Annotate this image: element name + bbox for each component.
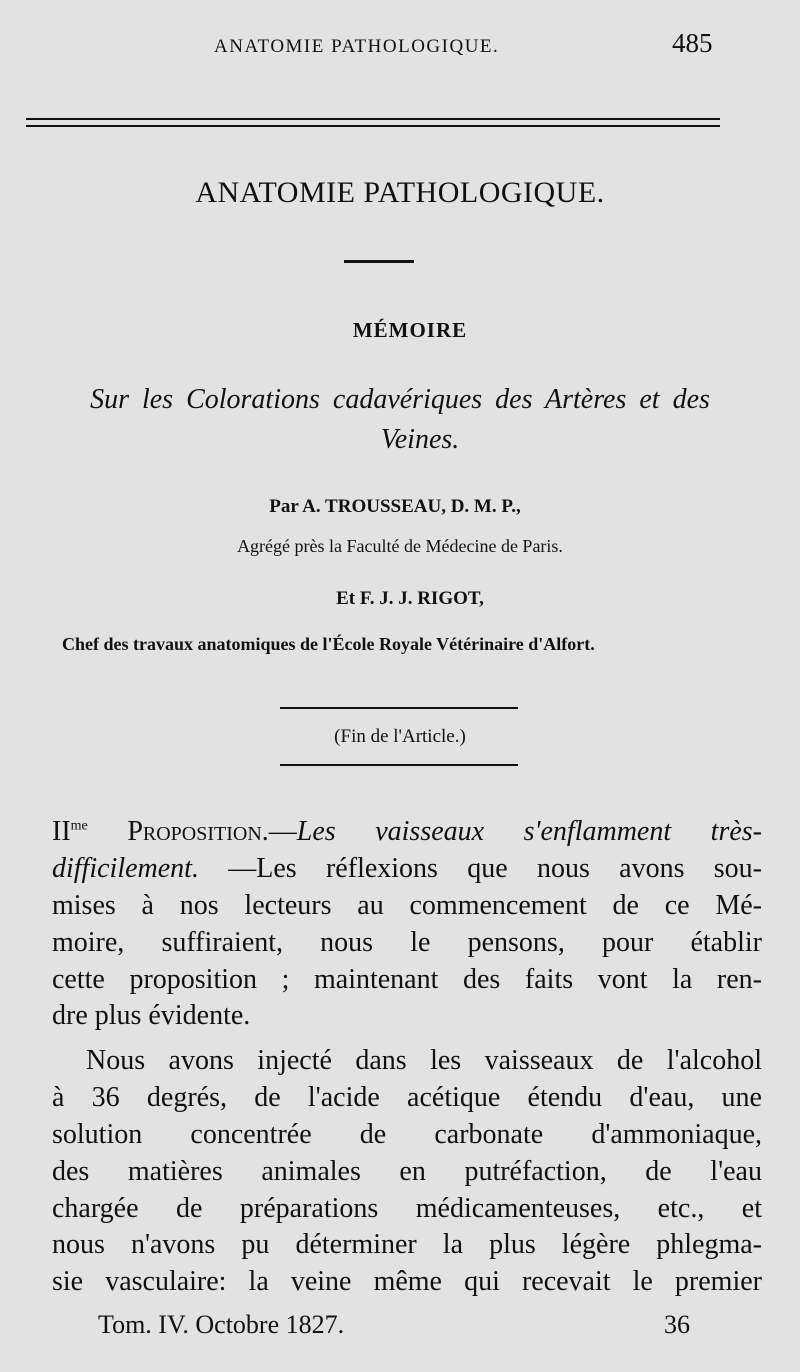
proposition-italic-b: difficilement.	[52, 852, 199, 884]
author-line-2: Agrégé près la Faculté de Médecine de Paris.	[237, 536, 563, 556]
paragraph-1	[52, 814, 762, 1035]
paragraph-1-line-3: mises à nos lecteurs au commencement de ce Mé-	[52, 889, 762, 921]
paragraph-2-line-1: Nous avons injecté dans les vaisseaux de l'alcohol	[86, 1045, 762, 1076]
section-title: ANATOMIE PATHOLOGIQUE.	[195, 176, 605, 209]
paragraph-1-line-6: dre plus évidente.	[52, 1000, 251, 1032]
end-note: (Fin de l'Article.)	[334, 726, 466, 747]
memoire-subtitle-line-2: Veines.	[380, 424, 460, 455]
short-rule-divider	[344, 260, 414, 263]
author-line-3: Et F. J. J. RIGOT,	[336, 588, 484, 609]
proposition-italic-a: Les vaisseaux s'enflamment très-	[296, 816, 762, 847]
proposition-heading: Proposition.	[127, 816, 269, 847]
proposition-dash-1: —	[268, 816, 297, 847]
proposition-dash-2: —	[228, 852, 257, 884]
paragraph-2	[52, 1043, 762, 1301]
author-line-4: Chef des travaux anatomiques de l'École Royale Vétérinaire d'Alfort.	[62, 634, 595, 654]
paragraph-2-line-7: sie vasculaire: la veine même qui recevait le premier	[52, 1266, 762, 1298]
memoire-label: MÉMOIRE	[352, 318, 468, 342]
end-note-rule-bottom	[280, 764, 518, 766]
author-line-1: Par A. TROUSSEAU, D. M. P.,	[269, 496, 521, 517]
running-title: ANATOMIE PATHOLOGIQUE.	[214, 36, 500, 57]
paragraph-2-line-4: des matières animales en putréfaction, de l'eau	[52, 1155, 762, 1187]
paragraph-1-line-1	[52, 814, 762, 851]
page-footer	[0, 1310, 800, 1350]
paragraph-2-line-5: chargée de préparations médicamenteuses, etc., et	[52, 1192, 762, 1224]
paragraph-2-line-3: solution concentrée de carbonate d'ammoniaque,	[52, 1118, 762, 1150]
double-rule-divider	[26, 118, 720, 127]
memoire-subtitle-line-1: Sur les Colorations cadavériques des Artères et des	[90, 384, 710, 415]
footer-signature-number: 36	[664, 1310, 690, 1339]
running-head	[0, 28, 800, 62]
paragraph-1-line-4: moire, suffiraient, nous le pensons, pour établir	[52, 926, 762, 958]
paragraph-1-line-2	[52, 851, 762, 888]
paragraph-2-line-2: à 36 degrés, de l'acide acétique étendu d'eau, une	[52, 1081, 762, 1113]
proposition-numeral-suffix: me	[70, 818, 88, 834]
paragraph-1-line-5: cette proposition ; maintenant des faits vont la ren-	[52, 963, 762, 995]
footer-volume-date: Tom. IV. Octobre 1827.	[98, 1310, 345, 1339]
paragraph-1-line-2-rest: Les réflexions que nous avons sou-	[256, 852, 762, 884]
paragraph-2-line-6: nous n'avons pu déterminer la plus légère phlegma-	[52, 1229, 762, 1261]
page-number: 485	[672, 28, 713, 58]
proposition-numeral: II	[52, 816, 71, 847]
end-note-rule-top	[280, 707, 518, 709]
